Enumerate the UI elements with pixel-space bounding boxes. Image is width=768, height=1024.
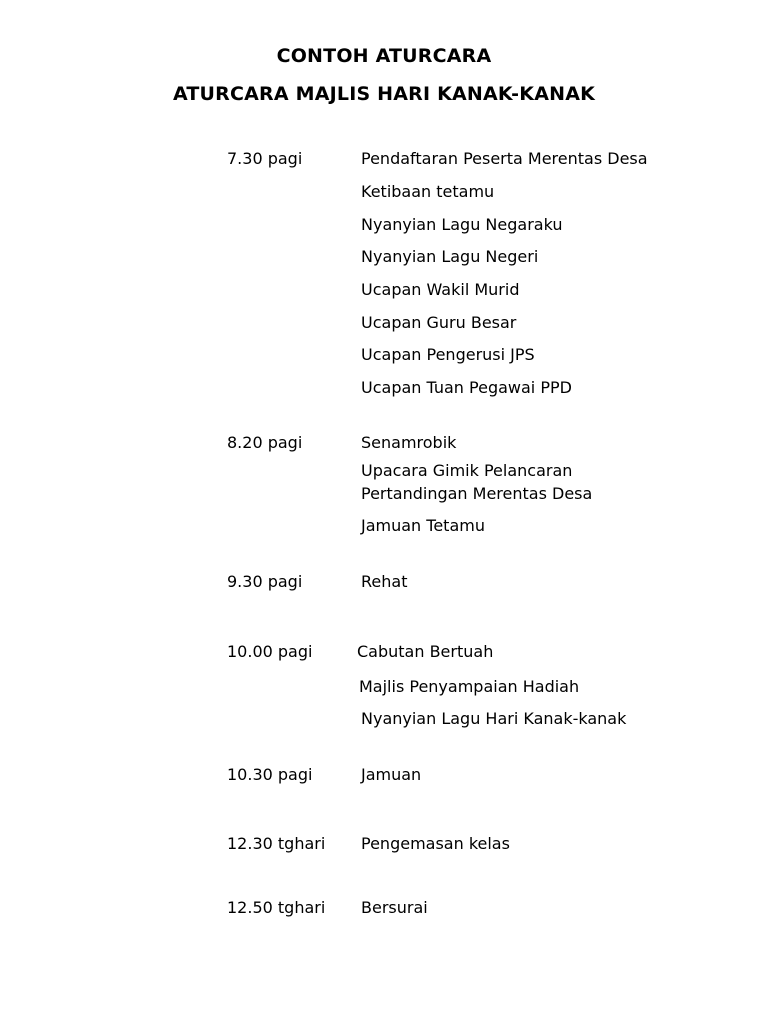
schedule-item: Nyanyian Lagu Negeri xyxy=(361,247,539,266)
schedule-item: Bersurai xyxy=(361,898,428,917)
schedule-item: Rehat xyxy=(361,572,408,591)
document-title: CONTOH ATURCARA xyxy=(276,45,492,67)
schedule-time: 8.20 pagi xyxy=(227,433,303,452)
schedule-time: 7.30 pagi xyxy=(227,149,303,168)
schedule-item: Ucapan Wakil Murid xyxy=(361,280,520,299)
schedule-item: Jamuan xyxy=(361,765,422,784)
schedule-time: 12.50 tghari xyxy=(227,898,326,917)
schedule-item: Cabutan Bertuah xyxy=(357,642,494,661)
schedule-item: Upacara Gimik Pelancaran xyxy=(361,461,573,480)
schedule-time: 10.30 pagi xyxy=(227,765,313,784)
schedule-item: Pendaftaran Peserta Merentas Desa xyxy=(361,149,648,168)
document-subtitle: ATURCARA MAJLIS HARI KANAK-KANAK xyxy=(172,83,596,105)
schedule-item: Pengemasan kelas xyxy=(361,834,510,853)
schedule-time: 9.30 pagi xyxy=(227,572,303,591)
schedule-item: Pertandingan Merentas Desa xyxy=(361,484,593,503)
schedule-item: Majlis Penyampaian Hadiah xyxy=(359,677,580,696)
schedule-item: Nyanyian Lagu Hari Kanak-kanak xyxy=(361,709,627,728)
schedule-item: Jamuan Tetamu xyxy=(361,516,485,535)
schedule-item: Senamrobik xyxy=(361,433,457,452)
schedule-item: Nyanyian Lagu Negaraku xyxy=(361,215,563,234)
schedule-item: Ucapan Guru Besar xyxy=(361,313,517,332)
schedule-time: 10.00 pagi xyxy=(227,642,313,661)
schedule-item: Ucapan Pengerusi JPS xyxy=(361,345,535,364)
schedule-time: 12.30 tghari xyxy=(227,834,326,853)
schedule-item: Ucapan Tuan Pegawai PPD xyxy=(361,378,572,397)
schedule-item: Ketibaan tetamu xyxy=(361,182,495,201)
